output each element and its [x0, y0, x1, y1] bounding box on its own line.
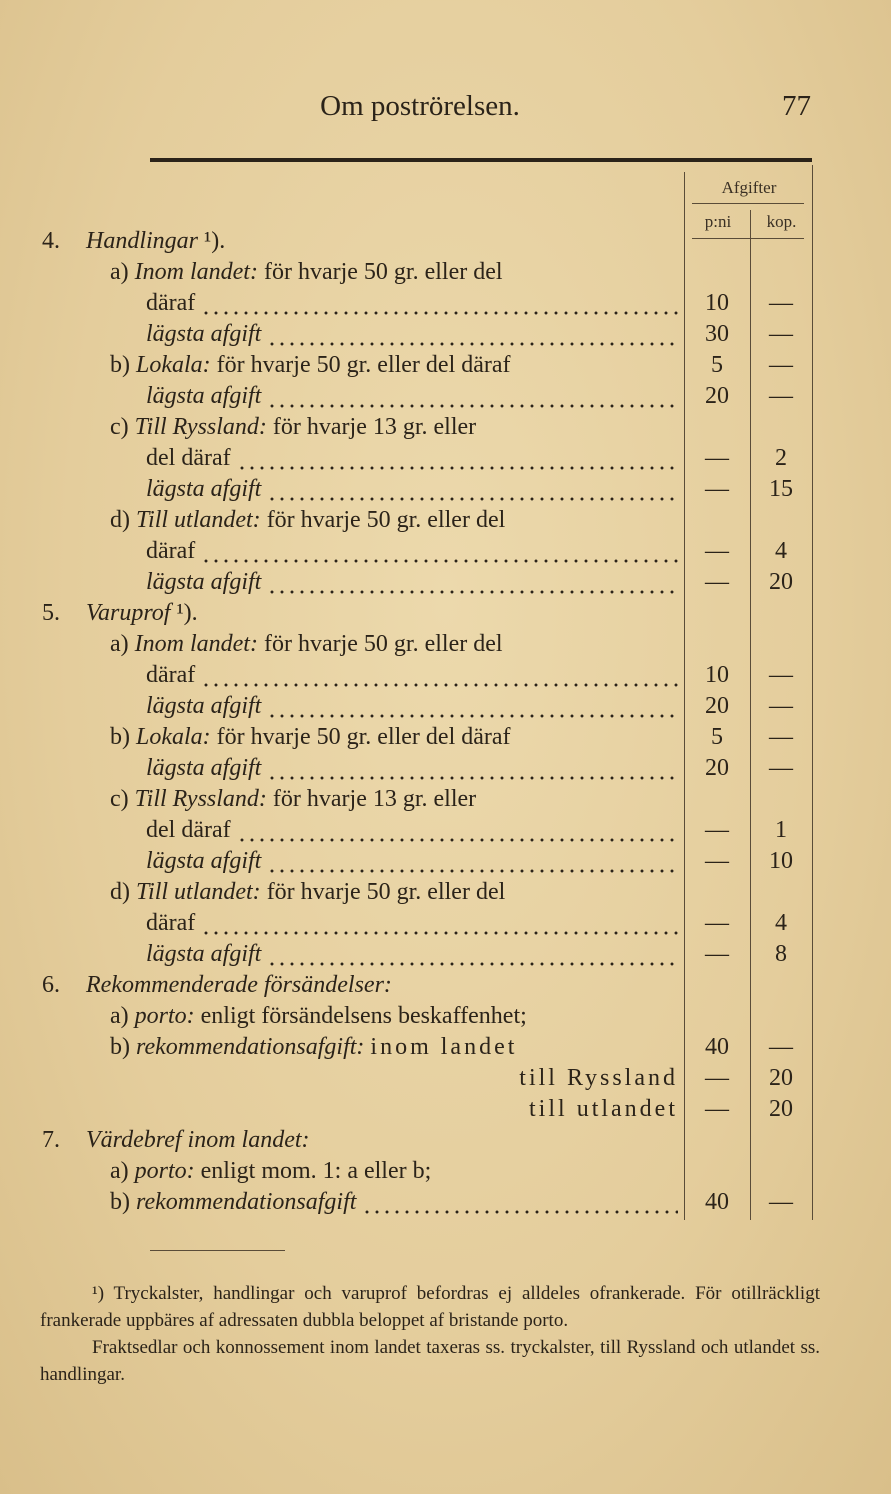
row-text-segment: Till Ryssland: [134, 786, 267, 812]
row-text [42, 1156, 678, 1187]
table-row [0, 846, 891, 877]
row-text [42, 660, 678, 691]
header-rule [150, 158, 812, 162]
row-text-segment: lägsta afgift [146, 941, 262, 967]
kop-value: — [769, 290, 793, 316]
pni-value: — [705, 476, 729, 502]
row-text [42, 350, 678, 381]
kop-value: — [769, 693, 793, 719]
footnote-paragraph-2: Fraktsedlar och konnossement inom landet taxeras ss. tryckalster, till Ryssland och utlandet ss. handlingar. [40, 1337, 820, 1385]
row-text [42, 908, 678, 939]
table-row [0, 443, 891, 474]
table-row [0, 939, 891, 970]
row-text-segment: Inom landet: [134, 631, 258, 657]
column-header-pni: p:ni [704, 212, 732, 231]
pni-value: — [705, 1065, 729, 1091]
footnote-rule [150, 1250, 285, 1251]
row-text-segment: b) [110, 1034, 136, 1060]
row-text-segment: inom landet [370, 1034, 518, 1060]
pni-value: 10 [705, 290, 729, 316]
table-row [0, 753, 891, 784]
table-row [0, 1032, 891, 1063]
row-text-segment: Rekommenderade försändelser: [86, 972, 392, 998]
kop-value: 20 [769, 1096, 793, 1122]
row-text-segment: Handlingar [86, 228, 199, 254]
row-text-segment: Lokala: [136, 352, 211, 378]
column-group-afgifter: Afgifter [721, 178, 777, 197]
table-row [0, 1187, 891, 1218]
pni-value: 20 [705, 693, 729, 719]
row-text [42, 288, 678, 319]
section-number: 7. [42, 1127, 60, 1153]
row-text-segment: däraf [146, 910, 196, 936]
row-text-segment: Lokala: [136, 724, 211, 750]
row-text [42, 381, 678, 412]
row-text-segment: a) [110, 1003, 135, 1029]
kop-value: 1 [775, 817, 787, 843]
table-row [0, 505, 891, 536]
row-text [42, 877, 678, 908]
table-row [0, 1156, 891, 1187]
pni-value: — [705, 941, 729, 967]
row-text-segment: rekommendationsafgift [136, 1189, 357, 1215]
row-text-segment: del däraf [146, 817, 231, 843]
pni-value: 30 [705, 321, 729, 347]
row-text-segment: porto: [134, 1003, 195, 1029]
section-number: 4. [42, 228, 60, 254]
leader-dots [267, 381, 678, 412]
table-row [0, 536, 891, 567]
row-text-segment: rekommendationsafgift: [136, 1034, 365, 1060]
row-text-segment: Till utlandet: [136, 507, 261, 533]
row-text-segment: enligt försändelsens beskaffenhet; [194, 1003, 527, 1029]
pni-value: 40 [705, 1034, 729, 1060]
row-text-segment: lägsta afgift [146, 383, 262, 409]
leader-dots [201, 288, 678, 319]
leader-dots [267, 567, 678, 598]
table-row [0, 877, 891, 908]
row-text [42, 443, 678, 474]
row-text [42, 412, 678, 443]
footnote [40, 1280, 820, 1388]
row-text-segment: för hvarje 50 gr. eller del däraf [210, 352, 511, 378]
row-text-segment: däraf [146, 538, 196, 564]
row-text-segment: lägsta afgift [146, 848, 262, 874]
row-text-segment: till utlandet [529, 1096, 678, 1122]
table-row [0, 381, 891, 412]
row-text [42, 598, 678, 629]
row-text-segment: Varuprof [86, 600, 171, 626]
pni-value: — [705, 848, 729, 874]
table-row [0, 1125, 891, 1156]
pni-value: — [705, 538, 729, 564]
row-text-segment: b) [110, 1189, 136, 1215]
row-text [42, 846, 678, 877]
table-row [0, 226, 891, 257]
section-number: 5. [42, 600, 60, 626]
leader-dots [201, 536, 678, 567]
pni-value: 10 [705, 662, 729, 688]
row-text-segment: däraf [146, 290, 196, 316]
table-row [0, 412, 891, 443]
table-row [0, 1063, 891, 1094]
row-text-segment: lägsta afgift [146, 755, 262, 781]
running-head-title: Om poströrelsen. [320, 90, 520, 122]
kop-value: 20 [769, 1065, 793, 1091]
table-row [0, 722, 891, 753]
column-header-kop: kop. [766, 212, 797, 231]
kop-value: 20 [769, 569, 793, 595]
row-text [42, 1094, 678, 1125]
row-text-segment: del däraf [146, 445, 231, 471]
row-text-segment: ¹). [170, 600, 198, 626]
table-row [0, 908, 891, 939]
leader-dots [267, 319, 678, 350]
row-text-segment: Till utlandet: [136, 879, 261, 905]
row-text [42, 1032, 678, 1063]
row-text-segment: för hvarje 50 gr. eller del [257, 631, 503, 657]
row-text-segment: d) [110, 879, 136, 905]
row-text [42, 474, 678, 505]
row-text [42, 536, 678, 567]
leader-dots [201, 660, 678, 691]
row-text-segment: Till Ryssland: [134, 414, 267, 440]
row-text-segment: för hvarje 50 gr. eller del [260, 507, 506, 533]
leader-dots [267, 939, 678, 970]
kop-value: 10 [769, 848, 793, 874]
table-row [0, 567, 891, 598]
row-text [42, 1187, 678, 1218]
table-row [0, 1001, 891, 1032]
kop-value: — [769, 755, 793, 781]
pni-value: — [705, 910, 729, 936]
row-text-segment: för hvarje 13 gr. eller [266, 414, 477, 440]
row-text-segment: lägsta afgift [146, 476, 262, 502]
leader-dots [201, 908, 678, 939]
row-text-segment: för hvarje 50 gr. eller del [257, 259, 503, 285]
pni-value: — [705, 445, 729, 471]
row-text [42, 815, 678, 846]
row-text [42, 784, 678, 815]
row-text-segment: enligt mom. 1: a eller b; [194, 1158, 432, 1184]
row-text [42, 1001, 678, 1032]
row-text [42, 1125, 678, 1156]
row-text-segment: a) [110, 259, 135, 285]
leader-dots [267, 691, 678, 722]
row-text [42, 970, 678, 1001]
row-text-segment: Inom landet: [134, 259, 258, 285]
section-number: 6. [42, 972, 60, 998]
row-text [42, 226, 678, 257]
row-text-segment: lägsta afgift [146, 693, 262, 719]
table-row [0, 319, 891, 350]
row-text-segment: b) [110, 352, 136, 378]
row-text-segment: för hvarje 50 gr. eller del [260, 879, 506, 905]
row-text [42, 722, 678, 753]
table-row [0, 350, 891, 381]
table-row [0, 815, 891, 846]
kop-value: 15 [769, 476, 793, 502]
kop-value: 4 [775, 538, 787, 564]
table-row [0, 474, 891, 505]
row-text-segment: lägsta afgift [146, 569, 262, 595]
pni-value: — [705, 817, 729, 843]
leader-dots [267, 474, 678, 505]
pni-value: — [705, 569, 729, 595]
kop-value: — [769, 724, 793, 750]
table-row [0, 257, 891, 288]
row-text [42, 691, 678, 722]
row-text [42, 629, 678, 660]
leader-dots [237, 815, 678, 846]
pni-value: 20 [705, 755, 729, 781]
row-text-segment: däraf [146, 662, 196, 688]
kop-value: — [769, 1189, 793, 1215]
table-row [0, 970, 891, 1001]
row-text-segment: b) [110, 724, 136, 750]
kop-value: — [769, 1034, 793, 1060]
pni-value: — [705, 1096, 729, 1122]
leader-dots [267, 846, 678, 877]
row-text-segment: lägsta afgift [146, 321, 262, 347]
pni-value: 40 [705, 1189, 729, 1215]
table-row [0, 660, 891, 691]
row-text-segment: till Ryssland [519, 1065, 678, 1091]
footnote-paragraph-1: ¹) Tryckalster, handlingar och varuprof befordras ej alldeles ofrankerade. För otillräckligt frankerade uppbäres af adressaten dubbla beloppet af bristande porto. [40, 1283, 820, 1331]
row-text [42, 319, 678, 350]
kop-value: — [769, 321, 793, 347]
table-row [0, 598, 891, 629]
pni-value: 5 [711, 352, 723, 378]
kop-value: 4 [775, 910, 787, 936]
row-text [42, 1063, 678, 1094]
kop-value: — [769, 352, 793, 378]
row-text-segment: för hvarje 50 gr. eller del däraf [210, 724, 511, 750]
row-text [42, 505, 678, 536]
table-row [0, 784, 891, 815]
row-text-segment: d) [110, 507, 136, 533]
kop-value: 8 [775, 941, 787, 967]
pni-value: 5 [711, 724, 723, 750]
row-text [42, 567, 678, 598]
row-text-segment: porto: [134, 1158, 195, 1184]
kop-value: — [769, 662, 793, 688]
row-text-segment: för hvarje 13 gr. eller [266, 786, 477, 812]
table-row [0, 629, 891, 660]
leader-dots [267, 753, 678, 784]
row-text-segment: Värdebref inom landet: [86, 1127, 310, 1153]
row-text-segment: c) [110, 786, 135, 812]
row-text [42, 753, 678, 784]
leader-dots [362, 1187, 678, 1218]
table-row [0, 691, 891, 722]
pni-value: 20 [705, 383, 729, 409]
row-text-segment: ¹). [198, 228, 226, 254]
row-text [42, 257, 678, 288]
fee-table [0, 226, 891, 1218]
row-text-segment: c) [110, 414, 135, 440]
kop-value: — [769, 383, 793, 409]
header-divider [692, 203, 804, 204]
row-text [42, 939, 678, 970]
row-text-segment: a) [110, 631, 135, 657]
leader-dots [237, 443, 678, 474]
table-row [0, 288, 891, 319]
page-number: 77 [782, 90, 811, 122]
table-row [0, 1094, 891, 1125]
kop-value: 2 [775, 445, 787, 471]
row-text-segment: a) [110, 1158, 135, 1184]
